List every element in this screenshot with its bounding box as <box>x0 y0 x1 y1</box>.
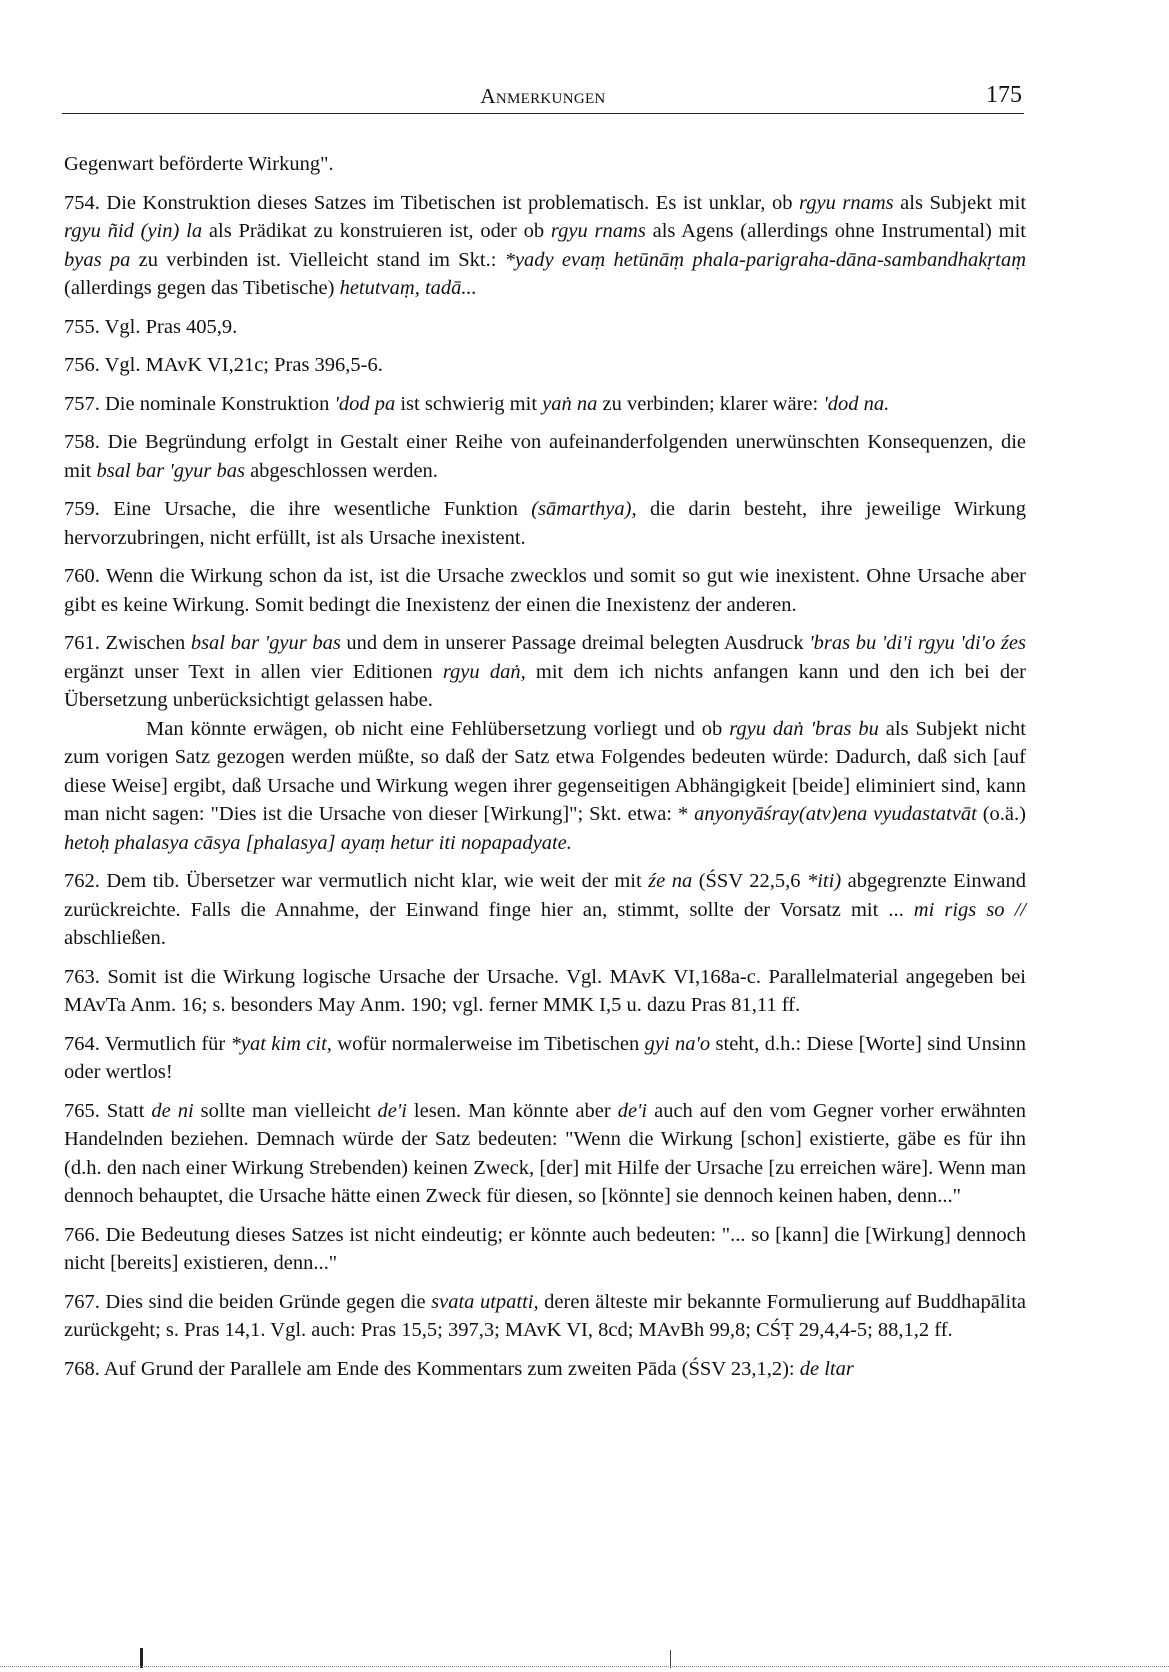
note-759: 759. Eine Ursache, die ihre wesentliche Funktion (sāmarthya), die darin besteht, ihre jeweilige Wirkung hervorzubringen, nicht erfüllt, ist als Ursache inexistent. <box>64 498 1026 549</box>
note-number: 759. <box>64 498 100 520</box>
note-764: 764. Vermutlich für *yat kim cit, wofür normalerweise im Tibetischen gyi na'o steht, d.h.: Diese [Worte] sind Unsinn oder wertlos! <box>64 1032 1026 1083</box>
note-number: 755. <box>64 315 100 338</box>
note-763: 763. Somit ist die Wirkung logische Ursache der Ursache. Vgl. MAvK VI,168a-c. Parallelmaterial angegeben bei MAvTa Anm. 16; s. besonders May Anm. 190; vgl. ferner MMK I,5 u. dazu Pras 81,11 ff. <box>64 965 1026 1016</box>
note-761: 761. Zwischen bsal bar 'gyur bas und dem in unserer Passage dreimal belegten Ausdruck 'bras bu 'di'i rgyu 'di'o źes ergänzt unser Text in allen vier Editionen rgyu daṅ, mit dem ich nichts anfangen kann und den ich bei der Übersetzung unberücksichtigt gelassen habe. <box>64 632 1027 711</box>
scan-mark <box>140 1648 143 1668</box>
continuation-text: Gegenwart beförderte Wirkung". <box>64 153 334 175</box>
scan-footer-marks <box>0 1648 1169 1672</box>
note-number: 765. <box>64 1099 100 1122</box>
running-head: Anmerkungen <box>480 84 606 108</box>
note-number: 754. <box>64 191 100 214</box>
note-number: 764. <box>64 1032 100 1055</box>
note-number: 768. <box>64 1357 100 1380</box>
note-758: 758. Die Begründung erfolgt in Gestalt einer Reihe von aufeinanderfolgenden unerwünschten Konsequenzen, die mit bsal bar 'gyur bas abgeschlossen werden. <box>64 431 1026 482</box>
note-number: 762. <box>64 870 100 892</box>
header-rule <box>62 113 1024 114</box>
note-756: 756. Vgl. MAvK VI,21c; Pras 396,5-6. <box>64 354 383 376</box>
note-number: 767. <box>64 1290 100 1313</box>
note-number: 766. <box>64 1223 100 1246</box>
page-number: 175 <box>986 82 1022 108</box>
note-761-paragraph-2: Man könnte erwägen, ob nicht eine Fehlübersetzung vorliegt und ob rgyu daṅ 'bras bu als Subjekt nicht zum vorigen Satz gezogen werden müßte, so daß der Satz etwa Folgendes bedeuten würde: Dadurch, daß sich [auf diese Weise] ergibt, daß Ursache und Wirkung wegen ihrer gegenseitigen Abhängigkeit [beide] eliminiert sind, kann man nicht sagen: "Dies ist die Ursache von dieser [Wirkung]"; Skt. etwa: * anyonyāśray(atv)ena vyudastatvāt (o.ä.) hetoḥ phalasya cāsya [phalasya] ayaṃ hetur iti nopapadyate. <box>64 717 1027 854</box>
note-755: 755. Vgl. Pras 405,9. <box>64 315 238 338</box>
note-768: 768. Auf Grund der Parallele am Ende des Kommentars zum zweiten Pāda (ŚSV 23,1,2): de ltar <box>64 1357 854 1380</box>
page-header <box>62 80 1024 112</box>
note-number: 757. <box>64 392 100 415</box>
note-762: 762. Dem tib. Übersetzer war vermutlich nicht klar, wie weit der mit źe na (ŚSV 22,5,6 *iti) abgegrenzte Einwand zurückreichte. Falls die Annahme, der Einwand finge hier an, stimmt, sollte der Vorsatz mit ... mi rigs so // abschließen. <box>64 870 1027 949</box>
note-number: 763. <box>64 965 100 988</box>
note-number: 758. <box>64 431 100 453</box>
note-767: 767. Dies sind die beiden Gründe gegen die svata utpatti, deren älteste mir bekannte Formulierung auf Buddhapālita zurückgeht; s. Pras 14,1. Vgl. auch: Pras 15,5; 397,3; MAvK VI, 8cd; MAvBh 99,8; CŚṬ 29,4,4-5; 88,1,2 ff. <box>64 1290 1026 1341</box>
note-760: 760. Wenn die Wirkung schon da ist, ist die Ursache zwecklos und somit so gut wie inexistent. Ohne Ursache aber gibt es keine Wirkung. Somit bedingt die Inexistenz der einen die Inexistenz der anderen. <box>64 565 1026 616</box>
note-number: 760. <box>64 565 100 587</box>
note-765: 765. Statt de ni sollte man vielleicht de'i lesen. Man könnte aber de'i auch auf den vom Gegner vorher erwähnten Handelnden beziehen. Demnach würde der Satz bedeuten: "Wenn die Wirkung [schon] existierte, gäbe es für ihn (d.h. den nach einer Wirkung Strebenden) keinen Zweck, [der] mit Hilfe der Ursache [zu erreichen wäre]. Wenn man dennoch behauptet, die Ursache hätte einen Zweck für diesen, so [könnte] sie dennoch keinen haben, denn..." <box>64 1099 1027 1207</box>
notes-body <box>64 150 1026 1393</box>
note-757: 757. Die nominale Konstruktion 'dod pa ist schwierig mit yaṅ na zu verbinden; klarer wäre: 'dod na. <box>64 392 890 415</box>
scan-dotted-line <box>0 1666 1169 1667</box>
note-766: 766. Die Bedeutung dieses Satzes ist nicht eindeutig; er könnte auch bedeuten: "... so [kann] die [Wirkung] dennoch nicht [bereits] existieren, denn..." <box>64 1223 1026 1274</box>
note-number: 756. <box>64 354 100 376</box>
note-754: 754. Die Konstruktion dieses Satzes im Tibetischen ist problematisch. Es ist unklar, ob rgyu rnams als Subjekt mit rgyu ñid (yin) la als Prädikat zu konstruieren ist, oder ob rgyu rnams als Agens (allerdings ohne Instrumental) mit byas pa zu verbinden ist. Vielleicht stand im Skt.: *yady evaṃ hetūnāṃ phala-parigraha-dāna-sambandhakṛtaṃ (allerdings gegen das Tibetische) hetutvaṃ, tadā... <box>64 191 1027 299</box>
note-number: 761. <box>64 632 100 654</box>
